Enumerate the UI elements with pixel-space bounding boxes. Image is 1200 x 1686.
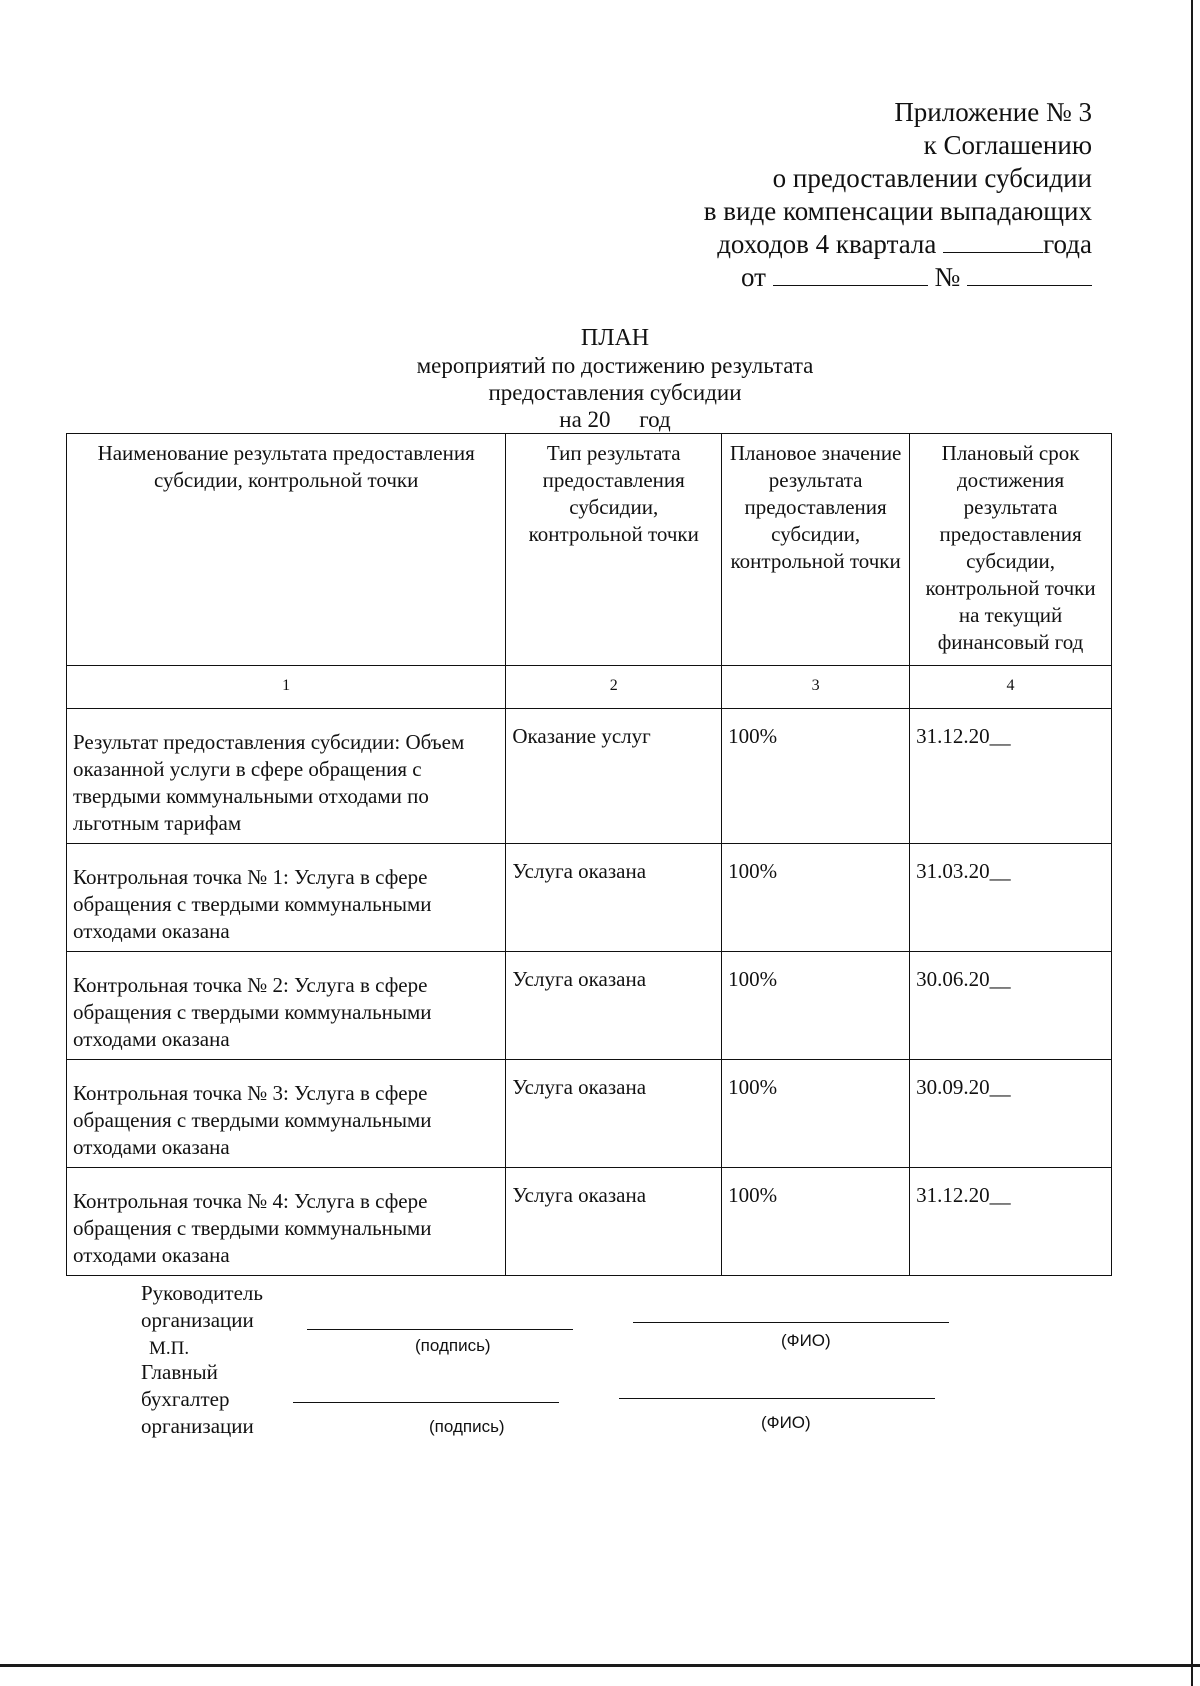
row-deadline: 30.06.20__ [910, 952, 1112, 1060]
accountant-name-caption: (ФИО) [761, 1413, 811, 1432]
plan-subtitle-2: предоставления субсидии [488, 380, 742, 405]
quarter-line [704, 228, 1092, 261]
accountant-signature-caption: (подпись) [429, 1417, 505, 1436]
row-name: Результат предоставления субсидии: Объем оказанной услуги в сфере обращения с твердыми коммунальными отходами по льготным тарифам [67, 709, 506, 844]
header-planned-value: Плановое значение результата предоставления субсидии, контрольной точки [722, 434, 910, 666]
accountant-name-line[interactable] [619, 1397, 935, 1399]
row-value: 100% [722, 844, 910, 952]
date-prefix: от [741, 262, 766, 292]
head-name-line[interactable] [633, 1321, 949, 1323]
row-type: Оказание услуг [506, 709, 722, 844]
compensation-ref: в виде компенсации выпадающих [703, 196, 1092, 226]
row-type: Услуга оказана [506, 1060, 722, 1168]
head-label-2: организации [141, 1308, 254, 1332]
quarter-suffix: года [1043, 229, 1092, 259]
accountant-label-3: организации [141, 1414, 254, 1438]
stamp-label: М.П. [149, 1338, 190, 1359]
row-deadline: 31.12.20__ [910, 709, 1112, 844]
accountant-label-1: Главный [141, 1360, 218, 1384]
column-number-row [67, 666, 1112, 709]
number-sign: № [934, 262, 961, 292]
plan-subtitle-1: мероприятий по достижению результата [416, 353, 814, 378]
plan-title [0, 325, 1200, 433]
table-row [67, 709, 1112, 844]
row-name: Контрольная точка № 1: Услуга в сфере обращения с твердыми коммунальными отходами оказана [67, 844, 506, 952]
row-name: Контрольная точка № 4: Услуга в сфере обращения с твердыми коммунальными отходами оказана [67, 1168, 506, 1276]
row-value: 100% [722, 952, 910, 1060]
appendix-header [704, 96, 1092, 294]
accountant-label-2: бухгалтер [141, 1387, 230, 1411]
column-number: 4 [910, 666, 1112, 709]
column-number: 2 [506, 666, 722, 709]
page-edge-right [1191, 0, 1193, 1686]
row-value: 100% [722, 1168, 910, 1276]
accountant-signature-line[interactable] [293, 1401, 559, 1403]
row-value: 100% [722, 1060, 910, 1168]
head-signature-line[interactable] [307, 1328, 573, 1330]
row-name: Контрольная точка № 2: Услуга в сфере обращения с твердыми коммунальными отходами оказана [67, 952, 506, 1060]
year-blank[interactable] [943, 230, 1043, 253]
row-name: Контрольная точка № 3: Услуга в сфере обращения с твердыми коммунальными отходами оказана [67, 1060, 506, 1168]
head-label-1: Руководитель [141, 1281, 263, 1305]
row-deadline: 30.09.20__ [910, 1060, 1112, 1168]
row-type: Услуга оказана [506, 844, 722, 952]
row-deadline: 31.12.20__ [910, 1168, 1112, 1276]
row-type: Услуга оказана [506, 952, 722, 1060]
head-signature-caption: (подпись) [415, 1336, 491, 1355]
head-name-caption: (ФИО) [781, 1331, 831, 1350]
page-edge-bottom [0, 1664, 1200, 1667]
row-deadline: 31.03.20__ [910, 844, 1112, 952]
table-row [67, 1060, 1112, 1168]
date-number-line [704, 261, 1092, 294]
column-number: 3 [722, 666, 910, 709]
row-value: 100% [722, 709, 910, 844]
agreement-ref: к Соглашению [923, 130, 1092, 160]
quarter-prefix: доходов 4 квартала [717, 229, 937, 259]
date-blank[interactable] [773, 263, 928, 286]
subsidy-ref: о предоставлении субсидии [772, 163, 1092, 193]
header-result-type: Тип результата предоставления субсидии, контрольной точки [506, 434, 722, 666]
column-number: 1 [67, 666, 506, 709]
row-type: Услуга оказана [506, 1168, 722, 1276]
table-header-row [67, 434, 1112, 666]
table-row [67, 844, 1112, 952]
plan-year: на 20 год [559, 407, 671, 432]
header-result-name: Наименование результата предоставления субсидии, контрольной точки [67, 434, 506, 666]
plan-heading: ПЛАН [580, 325, 650, 351]
table-row [67, 1168, 1112, 1276]
table-row [67, 952, 1112, 1060]
appendix-number: Приложение № 3 [894, 97, 1092, 127]
header-planned-deadline: Плановый срок достижения результата предоставления субсидии, контрольной точки на текущий финансовый год [910, 434, 1112, 666]
plan-table [66, 433, 1112, 1276]
number-blank[interactable] [967, 263, 1092, 286]
